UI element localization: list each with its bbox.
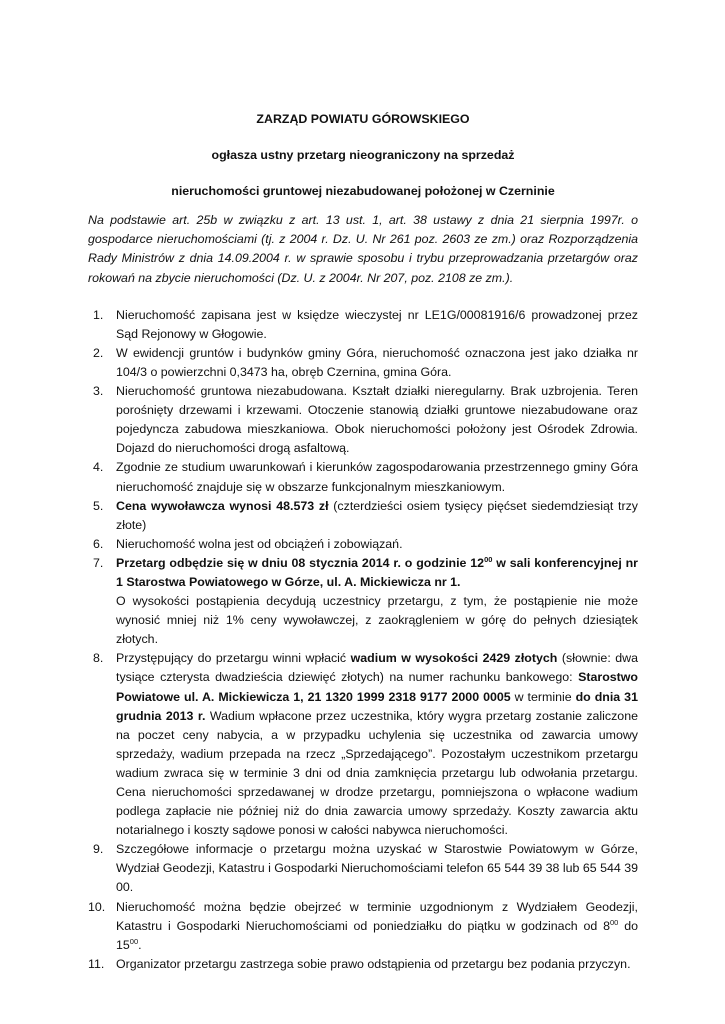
list-item <box>88 898 638 955</box>
item-text: . <box>138 937 142 952</box>
hour-superscript: 00 <box>484 554 493 564</box>
deposit-deadline: do dnia 31 grudnia 2013 r. <box>116 689 638 723</box>
item-text: Szczegółowe informacje o przetargu można uzyskać w Starostwie Powiatowym w Górze, Wydział Geodezji, Katastru i Gospodarki Nieruchomościami telefon 65 544 39 38 lub 65 544 39 00. <box>116 842 638 895</box>
starting-price: Cena wywoławcza wynosi 48.573 zł <box>116 498 329 513</box>
conditions-list <box>88 306 638 974</box>
list-item <box>88 344 638 382</box>
hour-superscript: 00 <box>610 917 619 927</box>
list-item <box>88 535 638 554</box>
item-text: (słownie: dwa tysiące czterysta dwadzieścia dziewięć złotych) na numer rachunku bankowego: <box>116 651 638 685</box>
auction-date: Przetarg odbędzie się w dniu 08 stycznia 2014 r. o godzinie 12 <box>116 555 485 570</box>
item-number: 5. <box>93 498 104 513</box>
item-text: (czterdzieści osiem tysięcy pięćset siedemdziesiąt trzy złote) <box>116 498 638 532</box>
list-item <box>88 382 638 458</box>
auction-location: w sali konferencyjnej nr 1 Starostwa Powiatowego w Górze, ul. A. Mickiewicza nr 1. <box>116 555 639 589</box>
item-text: Organizator przetargu zastrzega sobie prawo odstąpienia od przetargu bez podania przyczyn. <box>116 956 631 971</box>
item-number: 9. <box>93 842 104 857</box>
item-text: Zgodnie ze studium uwarunkowań i kierunków zagospodarowania przestrzennego gminy Góra nieruchomość znajduje się w obszarze funkcjonalnym mieszkaniowym. <box>116 460 638 494</box>
legal-basis-paragraph: Na podstawie art. 25b w związku z art. 13 ust. 1, art. 38 ustawy z dnia 21 sierpnia 1997r. o gospodarce nieruchomościami (tj. z 2004 r. Dz. U. Nr 261 poz. 2603 ze zm.) oraz Rozporządzenia Rady Ministrów z dnia 14.09.2004 r. w sprawie sposobu i trybu przeprowadzania przetargów oraz rokowań na zbycie nieruchomości (Dz. U. z 2004r. Nr 207, poz. 2108 ze zm.). <box>88 213 638 285</box>
bank-account: Starostwo Powiatowe ul. A. Mickiewicza 1, 21 1320 1999 2318 9177 2000 0005 <box>116 670 638 704</box>
list-item <box>88 554 638 649</box>
announcement <box>88 110 638 974</box>
item-number: 2. <box>93 345 104 360</box>
item-text: Nieruchomość zapisana jest w księdze wieczystej nr LE1G/00081916/6 prowadzonej przez Sąd Rejonowy w Głogowie. <box>116 307 638 341</box>
item-text: Nieruchomość wolna jest od obciążeń i zobowiązań. <box>116 536 403 551</box>
item-text: do 15 <box>116 918 638 952</box>
item-text: Wadium wpłacone przez uczestnika, który wygra przetarg zostanie zaliczone na poczet ceny nabycia, a w przypadku uchylenia się uczestnika od zawarcia umowy sprzedaży, wadium przepada na rzecz „Sprzedającego”. Pozostałym uczestnikom przetargu wadium zwraca się w terminie 3 dni od dnia zamknięcia przetargu lub odwołania przetargu. Cena nieruchomości sprzedawanej w drodze przetargu, pomniejszona o wpłacone wadium podlega zapłacie nie później niż do dnia zawarcia umowy sprzedaży. Koszty zawarcia aktu notarialnego i koszty sądowe ponosi w całości nabywca nieruchomości. <box>116 708 638 838</box>
property-title: nieruchomości gruntowej niezabudowanej położonej w Czerninie <box>171 184 555 199</box>
list-item <box>88 840 638 897</box>
list-item <box>88 955 638 974</box>
list-item <box>88 306 638 344</box>
item-text: Przystępujący do przetargu winni wpłacić <box>116 651 347 666</box>
issuer-title: ZARZĄD POWIATU GÓROWSKIEGO <box>256 112 470 126</box>
item-text: W ewidencji gruntów i budynków gminy Góra, nieruchomość oznaczona jest jako działka nr 104/3 o powierzchni 0,3473 ha, obręb Czernina, gmina Góra. <box>116 345 638 379</box>
item-number: 3. <box>93 384 104 399</box>
deposit-amount: wadium w wysokości 2429 złotych <box>350 651 558 666</box>
list-item <box>88 458 638 496</box>
item-text: w terminie <box>514 689 572 704</box>
announcement-subtitle: ogłasza ustny przetarg nieograniczony na sprzedaż <box>211 148 515 163</box>
item-number: 10. <box>88 899 106 914</box>
item-text: Nieruchomość można będzie obejrzeć w terminie uzgodnionym z Wydziałem Geodezji, Katastru i Gospodarki Nieruchomościami od poniedziałku do piątku w godzinach od 8 <box>116 899 638 933</box>
list-item <box>88 497 638 535</box>
item-text: Nieruchomość gruntowa niezabudowana. Kształt działki nieregularny. Brak uzbrojenia. Teren porośnięty drzewami i krzewami. Otoczenie stanowią działki gruntowe niezabudowane oraz pojedyncza zabudowa mieszkaniowa. Obok nieruchomości położony jest Ośrodek Zdrowia. Dojazd do nieruchomości drogą asfaltową. <box>116 384 638 456</box>
item-number: 8. <box>93 651 104 666</box>
item-number: 7. <box>93 555 104 570</box>
hour-superscript: 00 <box>129 936 139 946</box>
item-number: 4. <box>93 460 104 475</box>
item-number: 11. <box>88 956 105 971</box>
list-item <box>88 649 638 840</box>
item-number: 6. <box>93 536 104 551</box>
item-text: O wysokości postąpienia decydują uczestnicy przetargu, z tym, że postąpienie nie może wynosić mniej niż 1% ceny wywoławczej, z zaokrągleniem w górę do pełnych dziesiątek złotych. <box>116 594 638 647</box>
item-number: 1. <box>93 307 104 322</box>
